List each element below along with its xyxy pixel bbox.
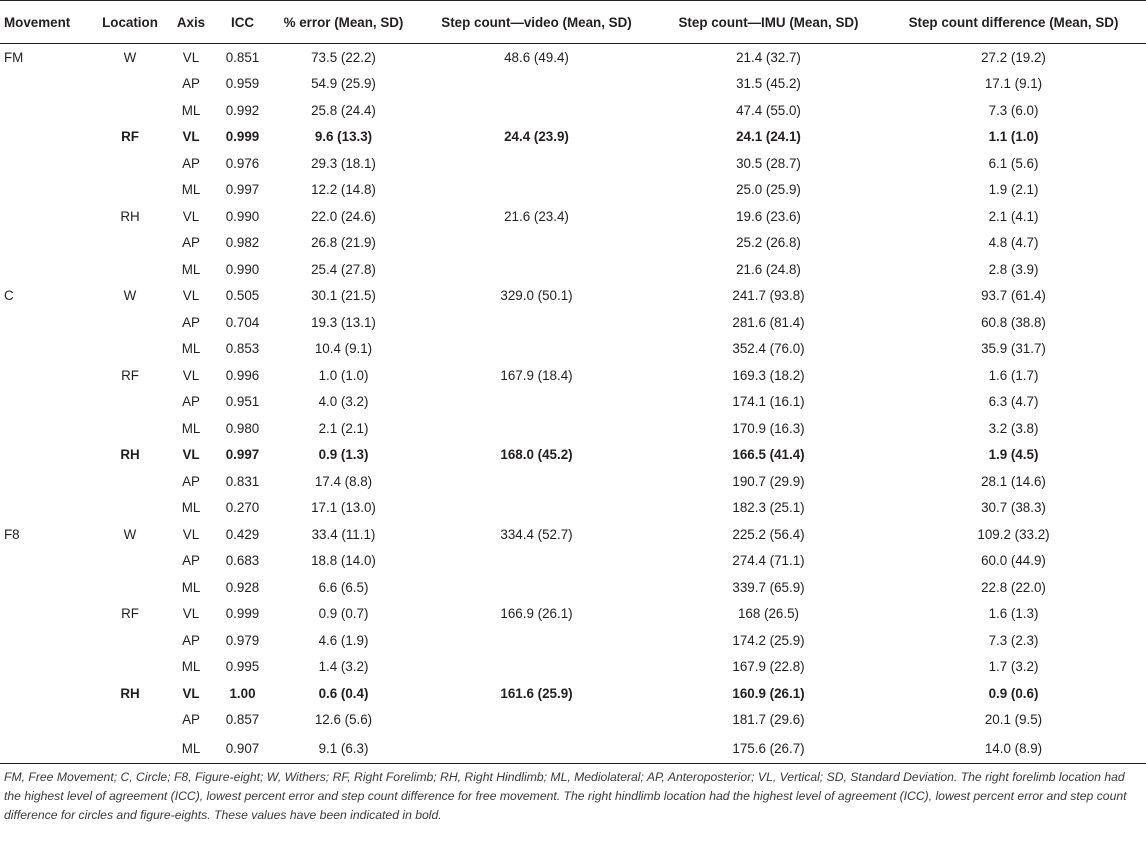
cell-movement	[0, 574, 93, 601]
table-row	[0, 389, 1146, 416]
cell-percent-error: 18.8 (14.0)	[311, 553, 376, 569]
cell-location: RF	[121, 129, 139, 145]
cell-step-count-video	[417, 97, 656, 124]
cell-location: RH	[120, 208, 140, 224]
cell-step-count-imu: 174.2 (25.9)	[732, 632, 805, 648]
cell-axis: ML	[181, 579, 201, 595]
cell-step-count-difference: 109.2 (33.2)	[977, 526, 1050, 542]
cell-movement: FM	[4, 49, 24, 65]
cell-step-count-video	[417, 707, 656, 734]
cell-axis: VL	[182, 208, 200, 224]
cell-step-count-difference: 1.6 (1.7)	[988, 367, 1039, 383]
header-step-count-difference: Step count difference (Mean, SD)	[881, 1, 1146, 44]
cell-step-count-video	[417, 495, 656, 522]
table-row	[0, 230, 1146, 257]
cell-percent-error: 1.0 (1.0)	[318, 367, 369, 383]
cell-percent-error: 19.3 (13.1)	[311, 314, 376, 330]
cell-location: W	[123, 49, 137, 65]
table-row	[0, 309, 1146, 336]
cell-location	[93, 230, 167, 257]
cell-icc: 0.997	[225, 182, 260, 198]
cell-step-count-video	[417, 230, 656, 257]
cell-step-count-video	[417, 548, 656, 575]
cell-step-count-difference: 7.3 (6.0)	[988, 102, 1039, 118]
cell-step-count-imu: 175.6 (26.7)	[656, 733, 881, 764]
cell-percent-error: 0.9 (1.3)	[318, 447, 369, 463]
cell-movement	[0, 601, 93, 628]
cell-icc: 0.979	[225, 632, 260, 648]
cell-percent-error: 12.2 (14.8)	[311, 182, 376, 198]
cell-step-count-imu: 21.6 (24.8)	[736, 261, 801, 277]
cell-percent-error: 54.9 (25.9)	[311, 76, 376, 92]
cell-percent-error: 29.3 (18.1)	[311, 155, 376, 171]
cell-movement	[0, 177, 93, 204]
cell-step-count-imu: 168 (26.5)	[737, 606, 800, 622]
table-row	[0, 203, 1146, 230]
table-row	[0, 495, 1146, 522]
cell-location	[93, 256, 167, 283]
cell-icc: 0.907	[215, 733, 270, 764]
table-row	[0, 256, 1146, 283]
table-row	[0, 521, 1146, 548]
cell-icc: 0.851	[225, 49, 260, 65]
cell-axis: ML	[181, 659, 201, 675]
cell-axis: VL	[182, 288, 200, 304]
cell-step-count-difference: 30.7 (38.3)	[981, 500, 1046, 516]
cell-icc: 0.857	[225, 712, 260, 728]
table-row	[0, 442, 1146, 469]
cell-percent-error: 9.6 (13.3)	[314, 129, 373, 145]
cell-axis: AP	[182, 76, 200, 92]
cell-step-count-video	[417, 309, 656, 336]
cell-step-count-imu: 241.7 (93.8)	[732, 288, 805, 304]
cell-icc: 0.853	[225, 341, 260, 357]
cell-step-count-imu: 160.9 (26.1)	[732, 685, 805, 701]
cell-location: W	[123, 526, 137, 542]
cell-step-count-video	[417, 468, 656, 495]
header-step-count-video: Step count—video (Mean, SD)	[417, 1, 656, 44]
cell-step-count-video	[417, 574, 656, 601]
cell-location	[93, 548, 167, 575]
cell-location: RF	[121, 606, 139, 622]
cell-movement	[0, 336, 93, 363]
header-step-count-imu: Step count—IMU (Mean, SD)	[656, 1, 881, 44]
cell-percent-error: 12.6 (5.6)	[314, 712, 373, 728]
cell-step-count-imu: 225.2 (56.4)	[732, 526, 805, 542]
cell-movement	[0, 733, 93, 764]
cell-step-count-difference: 2.1 (4.1)	[988, 208, 1039, 224]
cell-percent-error: 0.9 (0.7)	[318, 606, 369, 622]
cell-step-count-difference: 20.1 (9.5)	[984, 712, 1043, 728]
table-row	[0, 44, 1146, 71]
table-row	[0, 336, 1146, 363]
cell-axis: ML	[167, 733, 215, 764]
cell-percent-error: 4.6 (1.9)	[318, 632, 369, 648]
cell-step-count-imu: 31.5 (45.2)	[736, 76, 801, 92]
cell-step-count-video	[417, 71, 656, 98]
cell-step-count-difference: 28.1 (14.6)	[981, 473, 1046, 489]
cell-movement	[0, 654, 93, 681]
cell-step-count-difference: 60.0 (44.9)	[981, 553, 1046, 569]
cell-movement	[0, 627, 93, 654]
cell-axis: ML	[181, 182, 201, 198]
cell-axis: VL	[182, 129, 200, 145]
cell-percent-error: 2.1 (2.1)	[318, 420, 369, 436]
cell-location	[93, 468, 167, 495]
cell-icc: 0.959	[225, 76, 260, 92]
cell-step-count-difference: 6.3 (4.7)	[988, 394, 1039, 410]
cell-step-count-imu: 182.3 (25.1)	[732, 500, 805, 516]
cell-step-count-imu: 19.6 (23.6)	[736, 208, 801, 224]
cell-axis: VL	[182, 685, 200, 701]
cell-movement	[0, 442, 93, 469]
cell-step-count-video	[417, 389, 656, 416]
cell-step-count-imu: 30.5 (28.7)	[736, 155, 801, 171]
cell-icc: 0.505	[225, 288, 260, 304]
cell-axis: VL	[182, 606, 200, 622]
table-row	[0, 654, 1146, 681]
cell-movement: F8	[4, 526, 20, 542]
cell-icc: 0.683	[225, 553, 260, 569]
table-row	[0, 468, 1146, 495]
cell-icc: 0.831	[225, 473, 260, 489]
table-row	[0, 97, 1146, 124]
header-icc: ICC	[215, 1, 270, 44]
cell-axis: AP	[182, 235, 200, 251]
table-row	[0, 124, 1146, 151]
cell-step-count-video: 167.9 (18.4)	[500, 367, 573, 383]
cell-movement	[0, 548, 93, 575]
header-percent-error: % error (Mean, SD)	[270, 1, 417, 44]
cell-percent-error: 6.6 (6.5)	[318, 579, 369, 595]
cell-step-count-difference: 1.1 (1.0)	[988, 129, 1039, 145]
cell-axis: ML	[181, 500, 201, 516]
cell-location	[93, 574, 167, 601]
cell-location	[93, 707, 167, 734]
cell-movement	[0, 230, 93, 257]
table-row	[0, 574, 1146, 601]
cell-movement	[0, 309, 93, 336]
cell-location	[93, 309, 167, 336]
cell-axis: AP	[182, 712, 200, 728]
table-row	[0, 601, 1146, 628]
cell-step-count-video: 329.0 (50.1)	[500, 288, 573, 304]
cell-step-count-difference: 1.9 (2.1)	[988, 182, 1039, 198]
header-axis: Axis	[167, 1, 215, 44]
cell-step-count-video	[417, 733, 656, 764]
cell-icc: 0.928	[225, 579, 260, 595]
cell-location	[93, 71, 167, 98]
cell-axis: ML	[181, 420, 201, 436]
cell-axis: AP	[182, 155, 200, 171]
cell-axis: AP	[182, 632, 200, 648]
cell-step-count-imu: 24.1 (24.1)	[736, 129, 801, 145]
table-body	[0, 44, 1146, 764]
cell-location	[93, 654, 167, 681]
cell-step-count-difference: 7.3 (2.3)	[988, 632, 1039, 648]
cell-step-count-difference: 3.2 (3.8)	[988, 420, 1039, 436]
cell-location: RH	[120, 685, 140, 701]
table-row	[0, 362, 1146, 389]
cell-percent-error: 4.0 (3.2)	[318, 394, 369, 410]
cell-step-count-imu: 25.0 (25.9)	[736, 182, 801, 198]
cell-step-count-video	[417, 654, 656, 681]
cell-step-count-difference: 0.9 (0.6)	[988, 685, 1039, 701]
cell-step-count-video: 24.4 (23.9)	[504, 129, 569, 145]
cell-step-count-video: 168.0 (45.2)	[500, 447, 573, 463]
cell-step-count-video	[417, 150, 656, 177]
cell-axis: VL	[182, 526, 200, 542]
cell-movement	[0, 124, 93, 151]
cell-step-count-imu: 190.7 (29.9)	[732, 473, 805, 489]
cell-icc: 0.997	[225, 447, 260, 463]
cell-step-count-video	[417, 336, 656, 363]
cell-movement	[0, 468, 93, 495]
cell-step-count-imu: 174.1 (16.1)	[732, 394, 805, 410]
cell-step-count-difference: 35.9 (31.7)	[981, 341, 1046, 357]
cell-axis: ML	[181, 341, 201, 357]
cell-axis: VL	[182, 49, 200, 65]
cell-axis: VL	[182, 367, 200, 383]
cell-step-count-imu: 47.4 (55.0)	[736, 102, 801, 118]
cell-movement	[0, 415, 93, 442]
cell-step-count-difference: 22.8 (22.0)	[981, 579, 1046, 595]
cell-percent-error: 33.4 (11.1)	[311, 526, 376, 542]
cell-icc: 0.996	[225, 367, 260, 383]
cell-step-count-imu: 25.2 (26.8)	[736, 235, 801, 251]
cell-location	[93, 495, 167, 522]
cell-axis: AP	[182, 394, 200, 410]
cell-icc: 0.990	[225, 208, 260, 224]
cell-axis: AP	[182, 553, 200, 569]
cell-percent-error: 73.5 (22.2)	[311, 49, 376, 65]
cell-percent-error: 9.1 (6.3)	[270, 733, 417, 764]
cell-step-count-video: 161.6 (25.9)	[500, 685, 573, 701]
cell-step-count-difference: 14.0 (8.9)	[881, 733, 1146, 764]
cell-location	[93, 389, 167, 416]
cell-step-count-imu: 169.3 (18.2)	[732, 367, 805, 383]
cell-step-count-video: 48.6 (49.4)	[504, 49, 569, 65]
cell-movement	[0, 707, 93, 734]
table-row	[0, 733, 1146, 764]
cell-step-count-imu: 274.4 (71.1)	[732, 553, 805, 569]
cell-step-count-video: 21.6 (23.4)	[504, 208, 569, 224]
cell-icc: 0.995	[225, 659, 260, 675]
cell-icc: 0.990	[225, 261, 260, 277]
cell-step-count-video	[417, 415, 656, 442]
header-row	[0, 1, 1146, 44]
cell-location: RF	[121, 367, 139, 383]
cell-step-count-difference: 1.9 (4.5)	[988, 447, 1039, 463]
cell-percent-error: 30.1 (21.5)	[311, 288, 376, 304]
cell-percent-error: 17.1 (13.0)	[311, 500, 376, 516]
cell-movement	[0, 680, 93, 707]
table-row	[0, 283, 1146, 310]
cell-percent-error: 17.4 (8.8)	[314, 473, 373, 489]
cell-icc: 0.982	[225, 235, 260, 251]
cell-step-count-video: 166.9 (26.1)	[500, 606, 573, 622]
cell-movement	[0, 362, 93, 389]
table-row	[0, 627, 1146, 654]
cell-icc: 0.976	[225, 155, 260, 171]
cell-icc: 0.429	[225, 526, 260, 542]
cell-step-count-imu: 166.5 (41.4)	[732, 447, 805, 463]
cell-step-count-imu: 167.9 (22.8)	[732, 659, 805, 675]
cell-percent-error: 1.4 (3.2)	[318, 659, 369, 675]
cell-location: RH	[120, 447, 140, 463]
cell-icc: 0.704	[225, 314, 260, 330]
table-row	[0, 177, 1146, 204]
cell-step-count-difference: 6.1 (5.6)	[988, 155, 1039, 171]
cell-movement	[0, 150, 93, 177]
cell-percent-error: 0.6 (0.4)	[318, 685, 369, 701]
cell-icc: 0.980	[225, 420, 260, 436]
table-footnote: FM, Free Movement; C, Circle; F8, Figure-eight; W, Withers; RF, Right Forelimb; RH, Right Hindlimb; ML, Mediolateral; AP, Anteroposterior; VL, Vertical; SD, Standard Deviation. The right forelimb location had the highest level of agreement (ICC), lowest percent error and step count difference for free movement. The right hindlimb location had the highest level of agreement (ICC), lowest percent error and step count difference for circles and figure-eights. These values have been indicated in bold.	[4, 770, 1127, 822]
cell-movement	[0, 203, 93, 230]
cell-location	[93, 336, 167, 363]
cell-step-count-imu: 170.9 (16.3)	[732, 420, 805, 436]
cell-movement	[0, 97, 93, 124]
cell-step-count-difference: 2.8 (3.9)	[988, 261, 1039, 277]
cell-step-count-difference: 17.1 (9.1)	[984, 76, 1043, 92]
cell-movement	[0, 71, 93, 98]
cell-movement: C	[4, 288, 14, 304]
table-row	[0, 680, 1146, 707]
cell-location: W	[123, 288, 137, 304]
cell-step-count-video	[417, 627, 656, 654]
cell-percent-error: 26.8 (21.9)	[311, 235, 376, 251]
cell-axis: AP	[182, 473, 200, 489]
cell-location	[93, 627, 167, 654]
cell-step-count-imu: 21.4 (32.7)	[736, 49, 801, 65]
cell-icc: 0.999	[225, 606, 260, 622]
cell-percent-error: 10.4 (9.1)	[314, 341, 373, 357]
cell-movement	[0, 256, 93, 283]
cell-step-count-imu: 339.7 (65.9)	[732, 579, 805, 595]
table-row	[0, 415, 1146, 442]
cell-percent-error: 22.0 (24.6)	[311, 208, 376, 224]
cell-icc: 0.999	[225, 129, 260, 145]
cell-axis: AP	[182, 314, 200, 330]
cell-location	[93, 415, 167, 442]
cell-step-count-difference: 60.8 (38.8)	[981, 314, 1046, 330]
cell-percent-error: 25.4 (27.8)	[311, 261, 376, 277]
cell-step-count-difference: 1.7 (3.2)	[988, 659, 1039, 675]
cell-axis: VL	[182, 447, 200, 463]
cell-location	[93, 97, 167, 124]
cell-step-count-difference: 27.2 (19.2)	[981, 49, 1046, 65]
cell-location	[93, 733, 167, 764]
header-movement: Movement	[0, 1, 93, 44]
cell-icc: 1.00	[229, 685, 256, 701]
cell-icc: 0.270	[225, 500, 260, 516]
cell-step-count-imu: 181.7 (29.6)	[732, 712, 805, 728]
cell-step-count-difference: 4.8 (4.7)	[988, 235, 1039, 251]
cell-movement	[0, 389, 93, 416]
cell-percent-error: 25.8 (24.4)	[311, 102, 376, 118]
cell-axis: ML	[181, 261, 201, 277]
cell-step-count-video	[417, 256, 656, 283]
cell-step-count-imu: 352.4 (76.0)	[732, 341, 805, 357]
cell-icc: 0.951	[225, 394, 260, 410]
cell-step-count-video: 334.4 (52.7)	[500, 526, 573, 542]
cell-step-count-imu: 281.6 (81.4)	[732, 314, 805, 330]
table-row	[0, 150, 1146, 177]
cell-axis: ML	[181, 102, 201, 118]
cell-location	[93, 150, 167, 177]
header-location: Location	[93, 1, 167, 44]
cell-icc: 0.992	[225, 102, 260, 118]
cell-step-count-difference: 93.7 (61.4)	[981, 288, 1046, 304]
cell-location	[93, 177, 167, 204]
cell-step-count-video	[417, 177, 656, 204]
cell-step-count-difference: 1.6 (1.3)	[988, 606, 1039, 622]
table-row	[0, 71, 1146, 98]
table-row	[0, 707, 1146, 734]
table-header	[0, 1, 1146, 44]
table-row	[0, 548, 1146, 575]
cell-movement	[0, 495, 93, 522]
